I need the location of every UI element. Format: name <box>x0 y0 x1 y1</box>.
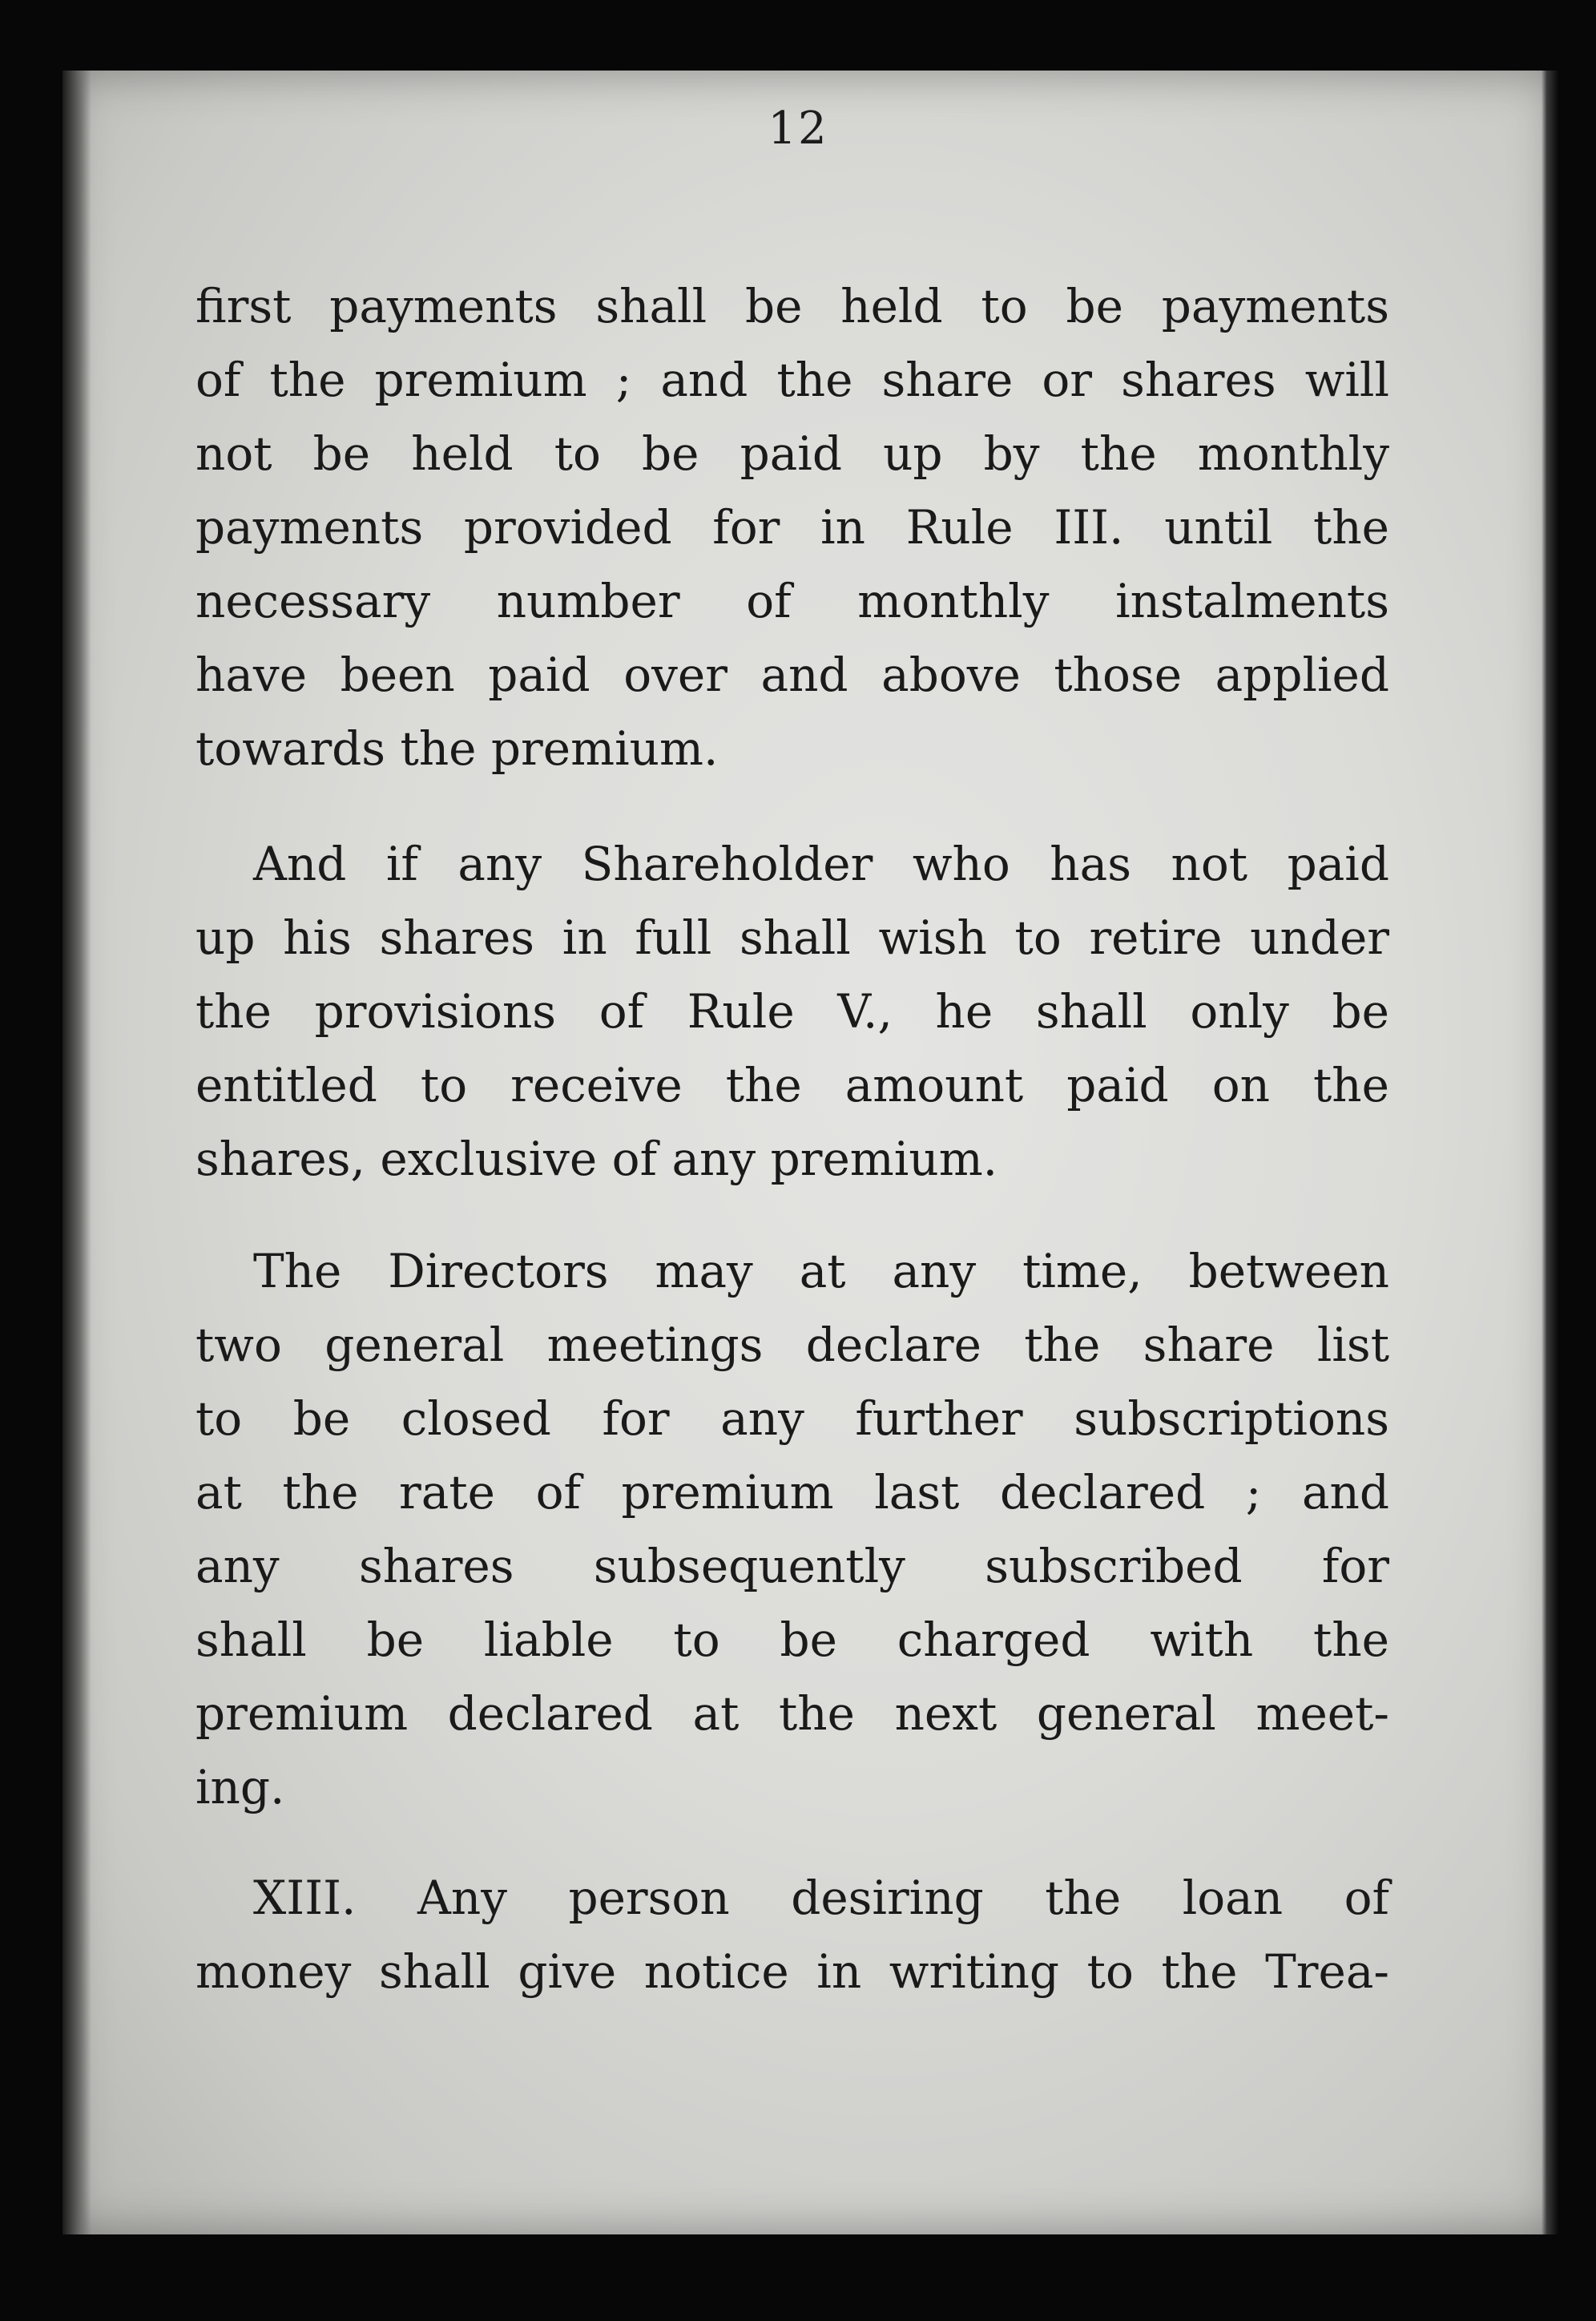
text-line: ing. <box>195 1760 285 1814</box>
page-number: 12 <box>768 103 828 155</box>
text-line: any shares subsequently subscribed for <box>195 1539 1389 1593</box>
text-line: two general meetings declare the share list <box>195 1318 1389 1372</box>
text-line: entitled to receive the amount paid on the <box>195 1058 1389 1112</box>
text-line: of the premium ; and the share or shares will <box>195 353 1389 407</box>
paragraph-4 <box>195 1861 1389 2008</box>
paragraph-2 <box>195 827 1389 1196</box>
text-line: towards the premium. <box>195 721 719 776</box>
text-line: XIII. Any person desiring the loan of <box>253 1871 1389 1925</box>
text-line: payments provided for in Rule III. until the <box>195 500 1389 555</box>
text-line: necessary number of monthly instalments <box>195 574 1389 628</box>
text-line: up his shares in full shall wish to retire under <box>195 910 1389 965</box>
paragraph-1 <box>195 269 1389 785</box>
text-line: not be held to be paid up by the monthly <box>195 426 1389 481</box>
text-line: have been paid over and above those applied <box>195 648 1389 702</box>
paragraph-3 <box>195 1234 1389 1824</box>
text-line: first payments shall be held to be payments <box>195 279 1389 333</box>
text-line: shall be liable to be charged with the <box>195 1613 1389 1667</box>
text-line: the provisions of Rule V., he shall only be <box>195 984 1389 1039</box>
page-right-edge-shadow <box>1542 71 1559 2234</box>
text-line: And if any Shareholder who has not paid <box>253 837 1389 891</box>
page-left-edge-shadow <box>62 71 91 2234</box>
text-line: shares, exclusive of any premium. <box>195 1132 998 1186</box>
text-line: The Directors may at any time, between <box>253 1244 1389 1298</box>
text-line: premium declared at the next general meet- <box>195 1686 1389 1741</box>
text-line: at the rate of premium last declared ; and <box>195 1465 1389 1520</box>
text-line: money shall give notice in writing to the Trea- <box>195 1944 1389 1999</box>
text-line: to be closed for any further subscriptions <box>195 1391 1389 1446</box>
